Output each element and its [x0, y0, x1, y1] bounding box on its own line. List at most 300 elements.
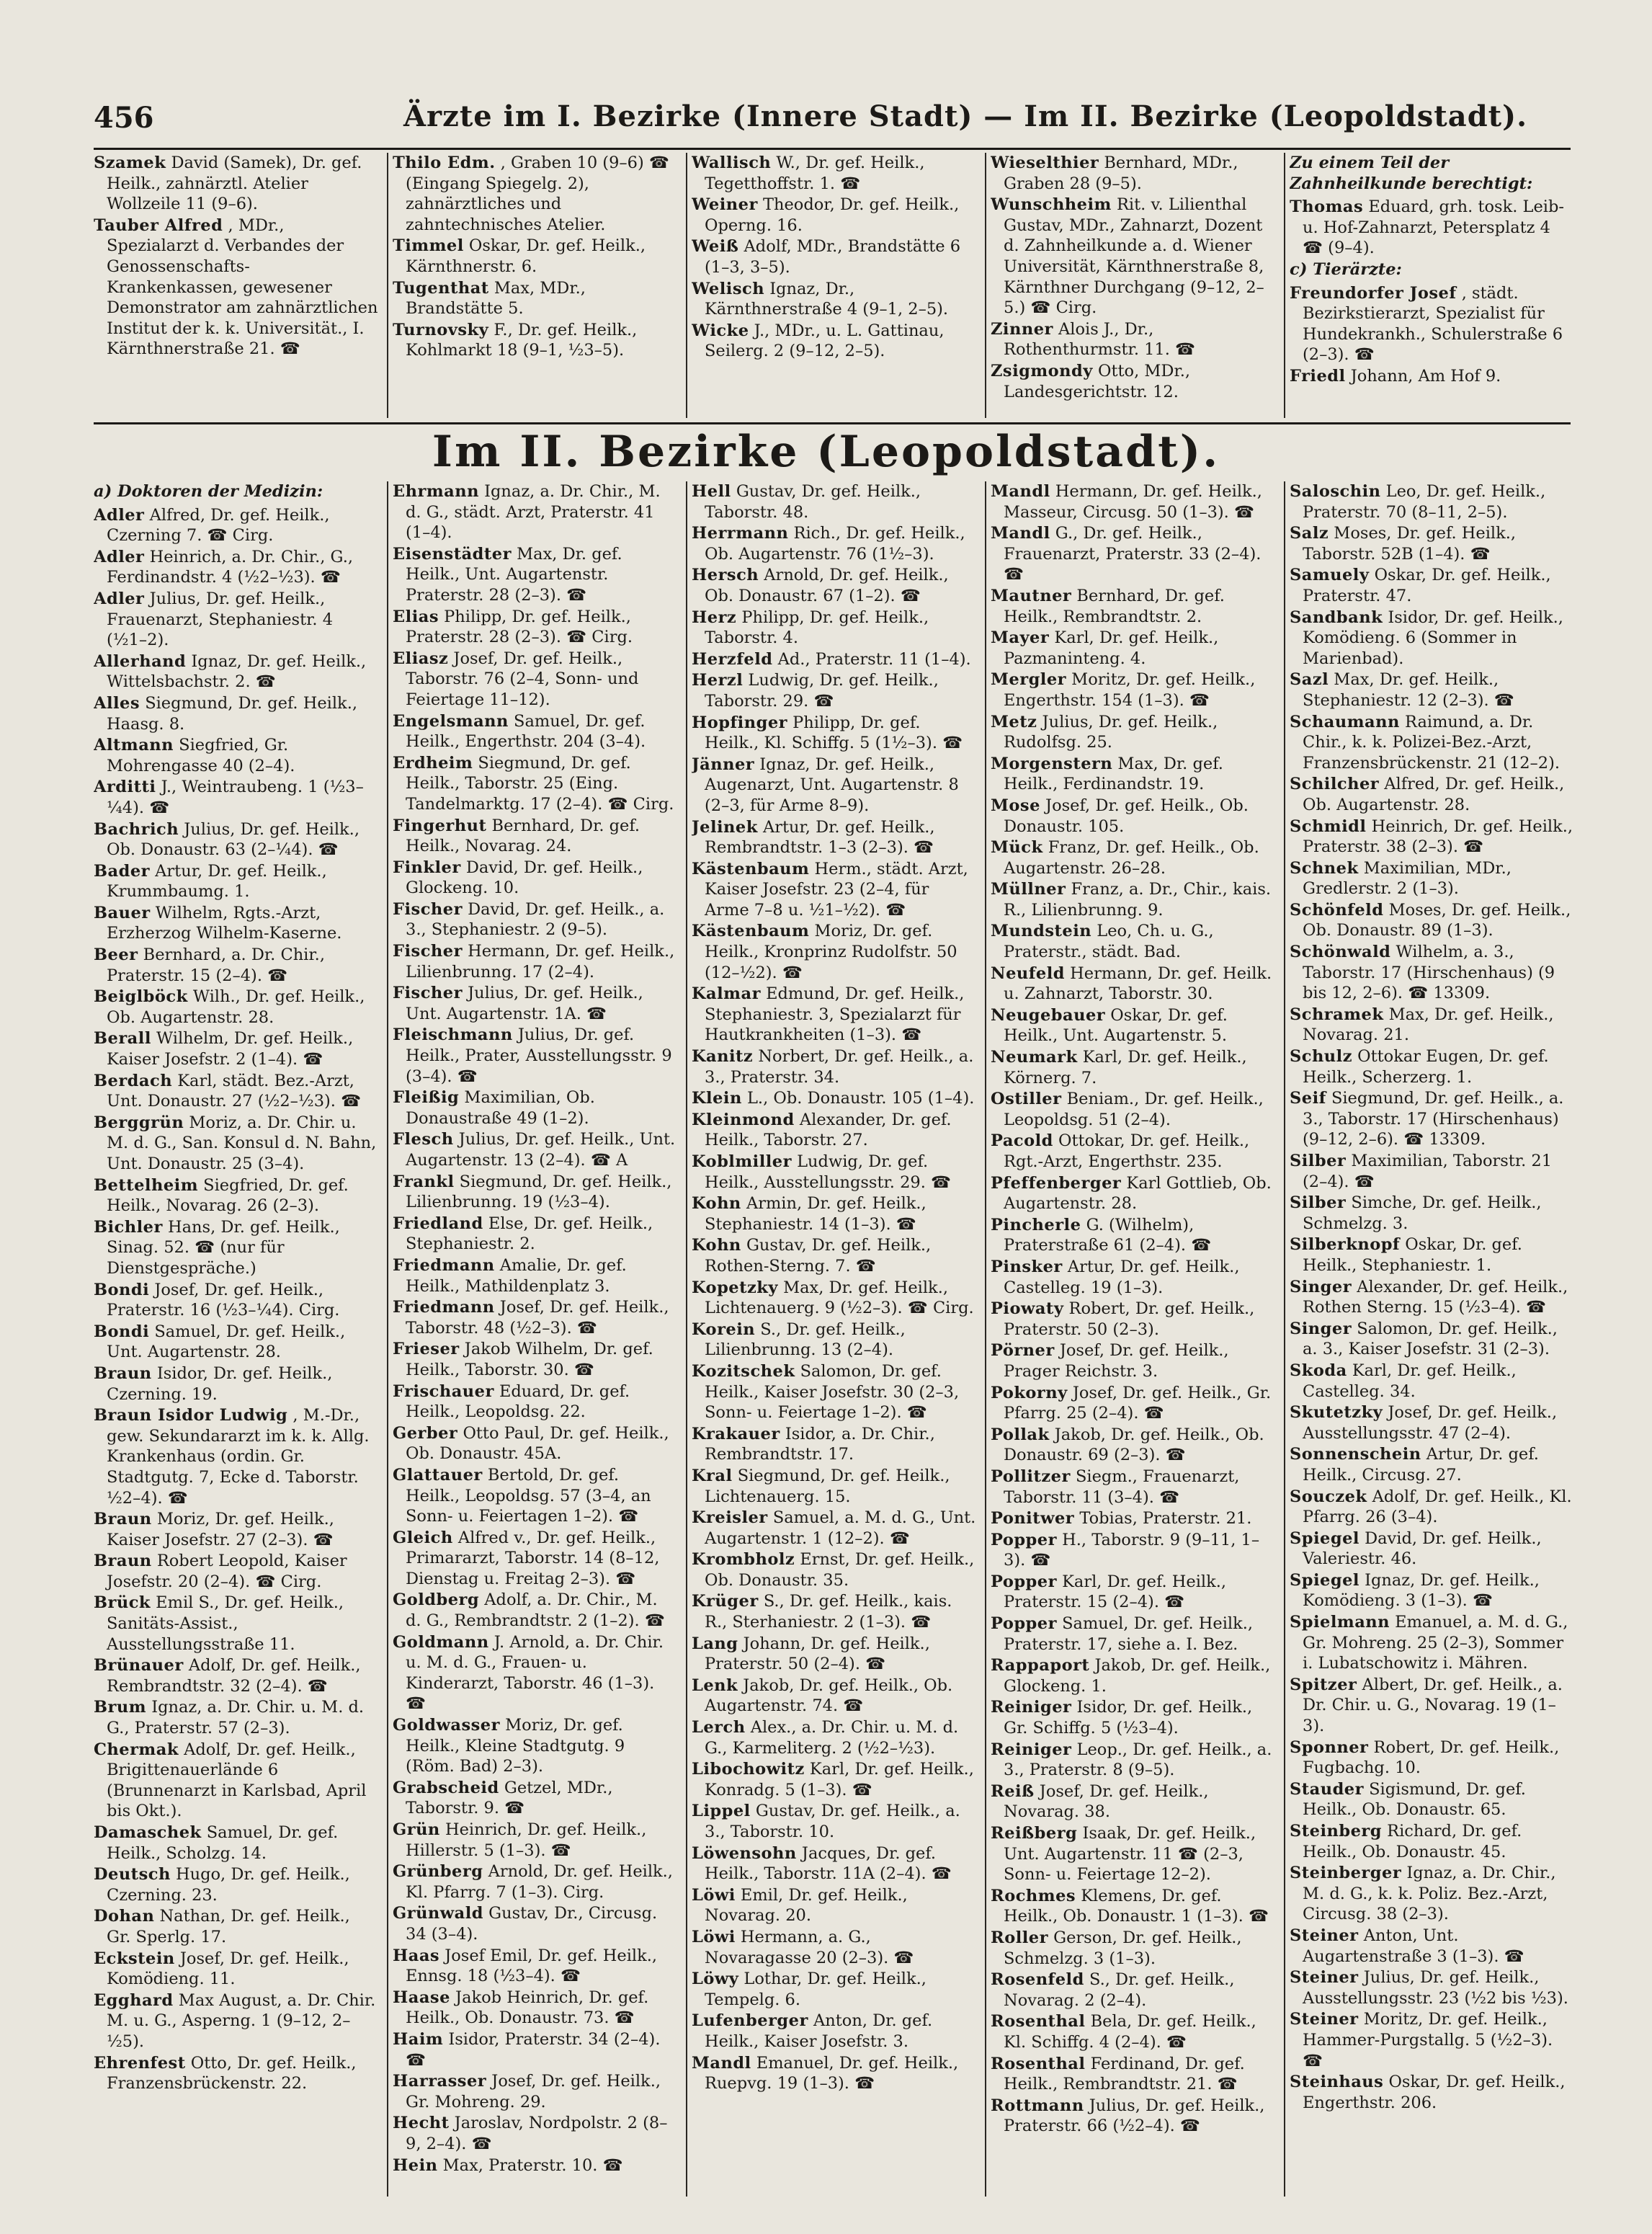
directory-entry	[991, 1530, 1275, 1571]
entry-name: Lang	[692, 1634, 738, 1653]
entry-name: Kalmar	[692, 984, 761, 1004]
entry-name: Popper	[991, 1614, 1057, 1634]
entry-name: Braun Isidor Ludwig	[94, 1406, 288, 1425]
directory-entry	[393, 236, 677, 277]
directory-entry	[393, 899, 677, 940]
entry-details: Hermann, Dr. gef. Heilk., Lilienbrunng. 17 (2–4).	[406, 942, 675, 982]
entry-name: Spitzer	[1290, 1675, 1357, 1694]
entry-name: Brünauer	[94, 1656, 184, 1676]
entry-name: Pincherle	[991, 1215, 1081, 1234]
directory-entry	[692, 565, 976, 606]
entry-name: Rottmann	[991, 2096, 1084, 2115]
directory-entry	[991, 964, 1275, 1005]
entry-details: Max, MDr., Brandstätte 5.	[406, 278, 586, 319]
entry-name: Kleinmond	[692, 1110, 795, 1129]
directory-entry	[393, 1778, 677, 1819]
directory-entry	[393, 607, 677, 648]
directory-entry	[94, 1864, 378, 1905]
entry-details: Jakob, Dr. gef. Heilk., Ob. Donaustr. 69 (2–3). ☎	[1004, 1425, 1264, 1465]
directory-entry	[94, 1280, 378, 1321]
entry-details: David (Samek), Dr. gef. Heilk., zahnärztl. Atelier Wollzeile 11 (9–6).	[107, 153, 362, 214]
entry-name: Skoda	[1290, 1361, 1347, 1380]
entry-details: Max, Dr. gef. Heilk., Stephaniestr. 12 (2–3). ☎	[1303, 670, 1514, 710]
entry-details: Karl Gottlieb, Ob. Augartenstr. 28.	[1004, 1173, 1272, 1214]
entry-details: Josef, Dr. gef. Heilk., Ob. Donaustr. 105.	[1004, 796, 1249, 836]
entry-name: Spiegel	[1290, 1528, 1359, 1548]
entry-name: Wicke	[692, 321, 749, 340]
directory-entry	[94, 693, 378, 734]
directory-entry	[94, 1363, 378, 1405]
directory-entry	[692, 1361, 976, 1423]
entry-name: Krakauer	[692, 1424, 780, 1443]
entry-name: Haim	[393, 2029, 444, 2049]
entry-name: Kral	[692, 1466, 733, 1485]
entry-name: Herz	[692, 608, 737, 627]
entry-name: Koblmiller	[692, 1152, 792, 1171]
directory-entry	[393, 816, 677, 857]
entry-name: Weiß	[692, 237, 739, 257]
directory-entry	[991, 1970, 1275, 2011]
entry-name: Mandl	[991, 524, 1050, 543]
directory-entry	[393, 1214, 677, 1255]
entry-details: Oskar, Dr. gef. Heilk., Engerthstr. 206.	[1303, 2073, 1566, 2112]
entry-details: H., Taborstr. 9 (9–11, 1–3). ☎	[1004, 1530, 1260, 1570]
entry-name: Allerhand	[94, 651, 187, 671]
entry-details: Karl, städt. Bez.-Arzt, Unt. Donaustr. 27 (½2–½3). ☎	[107, 1071, 362, 1111]
entry-details: Isidor, a. Dr. Chir., Rembrandtstr. 17.	[705, 1424, 935, 1464]
entry-name: Singer	[1290, 1277, 1352, 1296]
entry-name: Brück	[94, 1593, 151, 1613]
directory-entry	[393, 1528, 677, 1590]
directory-entry	[991, 837, 1275, 878]
directory-entry	[393, 1465, 677, 1527]
entry-name: Fischer	[393, 899, 463, 919]
entry-details: Bernhard, MDr., Graben 28 (9–5).	[1004, 153, 1238, 193]
entry-details: Oskar, Dr. gef. Heilk., Unt. Augartenstr. 5.	[1004, 1005, 1228, 1046]
directory-entry	[1290, 608, 1574, 669]
entry-name: Mautner	[991, 586, 1072, 605]
entry-details: Isidor, Praterstr. 34 (2–4). ☎	[406, 2029, 661, 2070]
directory-entry	[94, 903, 378, 944]
entry-details: Oskar, Dr. gef. Heilk., Praterstr. 47.	[1303, 566, 1551, 605]
entry-name: Sonnenschein	[1290, 1445, 1421, 1464]
directory-entry	[393, 1946, 677, 1987]
entry-name: Spiegel	[1290, 1570, 1359, 1590]
entry-name: Pörner	[991, 1341, 1055, 1361]
entry-details: Adolf, a. Dr. Chir., M. d. G., Rembrandtstr. 2 (1–2). ☎	[406, 1590, 665, 1631]
entry-details: Wilhelm, Dr. gef. Heilk., Kaiser Josefstr. 2 (1–4). ☎	[107, 1029, 354, 1069]
entry-details: Robert Leopold, Kaiser Josefstr. 20 (2–4). ☎ Cirg.	[107, 1552, 347, 1591]
entry-name: Löwensohn	[692, 1843, 797, 1863]
entry-name: Krombholz	[692, 1550, 795, 1570]
entry-details: Siegm., Frauenarzt, Taborstr. 11 (3–4). ☎	[1004, 1467, 1240, 1507]
directory-entry	[991, 1614, 1275, 1655]
entry-name: Piowaty	[991, 1299, 1064, 1319]
directory-entry	[692, 1927, 976, 1968]
entry-details: Max, Dr. gef. Heilk., Novarag. 21.	[1303, 1005, 1554, 1045]
entry-name: Lufenberger	[692, 2011, 808, 2031]
directory-entry	[1290, 1612, 1574, 1674]
entry-details: Eduard, Dr. gef. Heilk., Leopoldsg. 22.	[406, 1381, 630, 1422]
entry-details: Julius, Dr. gef. Heilk., Ausstellungsstr. 23 (½2 bis ½3).	[1303, 1968, 1568, 2008]
directory-entry	[991, 1508, 1275, 1529]
entry-details: Beniam., Dr. gef. Heilk., Leopoldsg. 51 (2–4).	[1004, 1090, 1264, 1129]
entry-details: Adolf, Dr. gef. Heilk., Brigittenauerlände 6 (Brunnenarzt in Karlsbad, April bis Okt.).	[107, 1740, 367, 1821]
directory-entry	[692, 1634, 976, 1675]
entry-name: Kopetzky	[692, 1278, 778, 1297]
entry-name: Lerch	[692, 1718, 746, 1737]
entry-name: Adler	[94, 505, 145, 525]
entry-name: Pfeffenberger	[991, 1173, 1122, 1193]
directory-entry	[1290, 1737, 1574, 1779]
directory-entry	[94, 777, 378, 818]
entry-details: Adolf, Dr. gef. Heilk., Rembrandtstr. 32 (2–4). ☎	[107, 1656, 361, 1696]
entry-name: Ponitwer	[991, 1509, 1075, 1528]
directory-entry	[393, 1715, 677, 1777]
entry-details: Alfred v., Dr. gef. Heilk., Primararzt, Taborstr. 14 (8–12, Dienstag u. Freitag 2–3). ☎	[406, 1528, 660, 1588]
entry-name: Fleischmann	[393, 1025, 513, 1045]
entry-name: Hell	[692, 482, 731, 501]
directory-entry	[991, 1467, 1275, 1508]
directory-entry	[1290, 1005, 1574, 1046]
directory-entry	[1290, 2072, 1574, 2113]
entry-name: Dohan	[94, 1907, 155, 1926]
entry-name: Kozitschek	[692, 1361, 795, 1381]
entry-details: Alfred, Dr. gef. Heilk., Ob. Augartenstr. 28.	[1303, 775, 1565, 814]
directory-entry	[94, 153, 378, 215]
entry-details: Wilhelm, a. 3., Taborstr. 17 (Hirschenhaus) (9 bis 12, 2–6). ☎ 13309.	[1303, 943, 1555, 1003]
entry-details: Josef, Dr. gef. Heilk., Novarag. 38.	[1004, 1781, 1209, 1822]
directory-entry	[692, 921, 976, 983]
directory-entry	[94, 1217, 378, 1279]
directory-entry	[94, 547, 378, 588]
entry-details: Josef, Dr. gef. Heilk., Taborstr. 48 (½2–3). ☎	[406, 1298, 669, 1338]
entry-details: Otto, MDr., Landesgerichtstr. 12.	[1004, 361, 1191, 401]
entry-name: Glattauer	[393, 1465, 483, 1485]
entry-name: Schönwald	[1290, 943, 1391, 962]
entry-name: Finkler	[393, 858, 461, 877]
subheading: a) Doktoren der Medizin:	[94, 482, 323, 501]
directory-entry	[991, 669, 1275, 711]
entry-name: Ehrenfest	[94, 2053, 186, 2073]
column-divider	[686, 153, 687, 418]
directory-entry	[1290, 1779, 1574, 1820]
entry-details: Philipp, Dr. gef. Heilk., Kl. Schiffg. 5 (1½–3). ☎	[705, 713, 963, 753]
entry-details: G., Dr. gef. Heilk., Frauenarzt, Praterstr. 33 (2–4). ☎	[1004, 524, 1262, 584]
directory-entry	[991, 1089, 1275, 1130]
entry-details: Leo, Ch. u. G., Praterstr., städt. Bad.	[1004, 922, 1214, 962]
directory-entry	[692, 1843, 976, 1884]
entry-name: Haas	[393, 1946, 440, 1965]
entry-details: , M.-Dr., gew. Sekundararzt im k. k. Allg. Krankenhaus (ordin. Gr. Stadtgutg. 7, Ecke d. Taborstr. ½2–4). ☎	[107, 1406, 370, 1508]
entry-details: Samuel, Dr. gef. Heilk., Engerthstr. 204 (3–4).	[406, 711, 646, 752]
entry-name: Ostiller	[991, 1090, 1062, 1109]
entry-details: Siegmund, Dr. gef. Heilk., Lilienbrunng. 19 (½3–4).	[406, 1172, 672, 1212]
directory-entry	[94, 987, 378, 1028]
entry-name: Friedmann	[393, 1298, 495, 1317]
entry-details: Bernhard, Dr. gef. Heilk., Rembrandtstr. 2.	[1004, 586, 1225, 626]
entry-name: Frieser	[393, 1340, 460, 1359]
entry-details: Julius, Dr. gef. Heilk., Unt. Augartenstr. 1A. ☎	[406, 984, 643, 1023]
entry-details: Franz, a. Dr., Chir., kais. R., Lilienbrunng. 9.	[1004, 880, 1272, 920]
directory-entry	[393, 1903, 677, 1944]
entry-name: Lenk	[692, 1676, 738, 1695]
entry-name: Bichler	[94, 1217, 163, 1237]
entry-details: Ignaz, Dr., Kärnthnerstraße 4 (9–1, 2–5).	[705, 279, 949, 319]
entry-details: Anton, Dr. gef. Heilk., Kaiser Josefstr. 3.	[705, 2011, 933, 2051]
entry-details: Ignaz, Dr. gef. Heilk., Augenarzt, Unt. Augartenstr. 8 (2–3, für Arme 8–9).	[705, 755, 959, 815]
directory-entry	[692, 1717, 976, 1758]
directory-entry	[1290, 1821, 1574, 1862]
directory-entry	[991, 1383, 1275, 1424]
entry-name: Korein	[692, 1320, 756, 1339]
directory-entry	[991, 586, 1275, 627]
directory-entry	[692, 859, 976, 921]
entry-details: Norbert, Dr. gef. Heilk., a. 3., Praterstr. 34.	[705, 1047, 974, 1087]
entry-details: Siegmund, Dr. gef. Heilk., Taborstr. 25 (Eing. Tandelmarktg. 17 (2–4). ☎ Cirg.	[406, 753, 674, 814]
entry-details: Oskar, Dr. gef. Heilk., Kärnthnerstr. 6.	[406, 236, 646, 276]
directory-entry	[1290, 1088, 1574, 1150]
entry-details: Siegmund, Dr. gef. Heilk., Haasg. 8.	[107, 693, 357, 734]
entry-details: Johann, Am Hof 9.	[1345, 366, 1501, 386]
entry-name: Hopfinger	[692, 713, 787, 732]
directory-entry	[692, 817, 976, 858]
entry-name: Mergler	[991, 670, 1067, 690]
directory-entry	[94, 735, 378, 776]
directory-entry	[1290, 1277, 1574, 1318]
directory-entry	[692, 670, 976, 711]
directory-entry	[692, 1110, 976, 1151]
entry-details: Bela, Dr. gef. Heilk., Kl. Schiffg. 4 (2–4). ☎	[1004, 2012, 1256, 2052]
entry-name: Rosenfeld	[991, 1970, 1084, 1990]
directory-entry	[1290, 1528, 1574, 1570]
entry-name: Bondi	[94, 1280, 150, 1299]
directory-entry	[692, 1320, 976, 1361]
entry-name: Saloschin	[1290, 482, 1381, 501]
entry-details: Alex., a. Dr. Chir. u. M. d. G., Karmeliterg. 2 (½2–½3).	[705, 1718, 959, 1758]
entry-name: Mandl	[991, 482, 1050, 501]
entry-name: Engelsmann	[393, 711, 509, 731]
entry-name: Wieselthier	[991, 153, 1099, 172]
entry-name: Friedmann	[393, 1255, 495, 1275]
header-rule	[94, 148, 1571, 150]
entry-name: Klein	[692, 1089, 742, 1108]
entry-name: Beer	[94, 945, 138, 965]
column-divider	[985, 153, 986, 418]
entry-name: Silberknopf	[1290, 1235, 1401, 1255]
entry-name: Kohn	[692, 1194, 741, 1214]
directory-entry	[991, 2011, 1275, 2052]
entry-details: Salomon, Dr. gef. Heilk., a. 3., Kaiser Josefstr. 31 (2–3).	[1303, 1319, 1558, 1359]
entry-details: Richard, Dr. gef. Heilk., Ob. Donaustr. 45.	[1303, 1822, 1522, 1861]
directory-entry	[991, 361, 1275, 402]
entry-details: Eduard, grh. tosk. Leib- u. Hof-Zahnarzt, Petersplatz 4 ☎ (9–4).	[1303, 197, 1565, 258]
top-columns-col-1	[94, 153, 378, 418]
entry-details: Ludwig, Dr. gef. Heilk., Taborstr. 29. ☎	[705, 671, 939, 711]
directory-entry	[991, 1425, 1275, 1466]
entry-name: Berdach	[94, 1071, 173, 1090]
directory-entry	[393, 481, 677, 543]
directory-entry	[393, 1297, 677, 1338]
entry-details: Samuel, Dr. gef. Heilk., Unt. Augartenstr. 28.	[107, 1322, 346, 1362]
entry-name: Egghard	[94, 1990, 174, 2010]
entry-name: Lippel	[692, 1802, 751, 1821]
entry-name: Krüger	[692, 1592, 759, 1611]
directory-entry	[692, 523, 976, 564]
directory-entry	[1290, 1402, 1574, 1443]
entry-name: Kreisler	[692, 1508, 768, 1528]
directory-entry	[1290, 1926, 1574, 1967]
entry-name: Salz	[1290, 524, 1329, 543]
directory-entry	[692, 1424, 976, 1465]
directory-entry	[991, 1655, 1275, 1696]
directory-entry	[692, 1088, 976, 1109]
entry-details: David, Dr. gef. Heilk., a. 3., Stephaniestr. 2 (9–5).	[406, 899, 665, 940]
directory-entry	[692, 755, 976, 816]
entry-name: Schönfeld	[1290, 900, 1384, 920]
entry-details: F., Dr. gef. Heilk., Kohlmarkt 18 (9–1, ½3–5).	[406, 320, 638, 360]
directory-entry	[692, 1508, 976, 1549]
entry-name: Spielmann	[1290, 1613, 1390, 1632]
directory-entry	[991, 319, 1275, 360]
directory-entry	[692, 195, 976, 236]
directory-entry	[1290, 1361, 1574, 1402]
directory-entry	[991, 1257, 1275, 1298]
entry-name: Bondi	[94, 1322, 150, 1341]
entry-details: Artur, Dr. gef. Heilk., Circusg. 27.	[1303, 1445, 1539, 1485]
entry-name: Goldberg	[393, 1590, 480, 1610]
entry-name: Elias	[393, 607, 439, 626]
directory-entry	[393, 1255, 677, 1296]
entry-details: Isidor, Dr. gef. Heilk., Gr. Schiffg. 5 (½3–4).	[1004, 1698, 1253, 1738]
directory-entry	[692, 481, 976, 522]
entry-details: Lothar, Dr. gef. Heilk., Tempelg. 6.	[705, 1970, 927, 2009]
entry-details: Simche, Dr. gef. Heilk., Schmelzg. 3.	[1303, 1193, 1542, 1233]
entry-name: Jänner	[692, 755, 755, 774]
entry-details: Gustav, Dr. gef. Heilk., Taborstr. 48.	[705, 482, 921, 522]
entry-name: Berggrün	[94, 1113, 184, 1132]
directory-entry	[1290, 523, 1574, 564]
directory-entry	[1290, 481, 1574, 522]
directory-entry	[94, 1655, 378, 1696]
entry-details: Adolf, Dr. gef. Heilk., Kl. Pfarrg. 26 (3–4).	[1303, 1487, 1572, 1527]
directory-entry	[1290, 816, 1574, 858]
entry-name: Sazl	[1290, 670, 1329, 690]
entry-details: Maximilian, MDr., Gredlerstr. 2 (1–3).	[1303, 858, 1512, 899]
entry-details: Heinrich, a. Dr. Chir., G., Ferdinandstr. 4 (½2–½3). ☎	[107, 547, 354, 587]
directory-entry	[94, 819, 378, 860]
entry-details: Isaak, Dr. gef. Heilk., Unt. Augartenstr. 11 ☎ (2–3, Sonn- u. Feiertage 12–2).	[1004, 1824, 1256, 1884]
entry-name: Weiner	[692, 195, 758, 215]
subheading: Zu einem Teil der Zahnheilkunde berechtigt:	[1290, 153, 1533, 193]
entry-details: Ernst, Dr. gef. Heilk., Ob. Donaustr. 35.	[705, 1550, 975, 1590]
entry-details: Josef, Dr. gef. Heilk., Gr. Mohreng. 29.	[406, 2072, 661, 2111]
entry-details: Wilhelm, Rgts.-Arzt, Erzherzog Wilhelm-Kaserne.	[107, 903, 342, 943]
entry-details: Siegmund, Dr. gef. Heilk., a. 3., Taborstr. 17 (Hirschenhaus) (9–12, 2–6). ☎ 13309.	[1303, 1089, 1564, 1149]
entry-name: Kästenbaum	[692, 922, 810, 941]
entry-details: J., Weintraubeng. 1 (½3–¼4). ☎	[107, 778, 364, 817]
entry-details: Artur, Dr. gef. Heilk., Krummbaumg. 1.	[107, 861, 327, 902]
entry-details: Oskar, Dr. gef. Heilk., Stephaniestr. 1.	[1303, 1235, 1522, 1275]
entry-name: Grün	[393, 1820, 440, 1839]
bottom-columns-col-5	[1290, 481, 1574, 2197]
entry-details: , Graben 10 (9–6) ☎ (Eingang Spiegelg. 2), zahnärztliches und zahntechnisches Atelier.	[406, 153, 669, 234]
entry-name: Wallisch	[692, 153, 772, 172]
entry-name: Mundstein	[991, 922, 1092, 941]
directory-entry	[94, 1405, 378, 1508]
entry-name: Schnek	[1290, 858, 1359, 878]
directory-entry	[1290, 1863, 1574, 1925]
directory-entry	[393, 1820, 677, 1861]
directory-entry	[94, 215, 378, 360]
entry-name: Schaumann	[1290, 712, 1400, 731]
subheading: c) Tierärzte:	[1290, 259, 1402, 279]
directory-entry	[94, 1113, 378, 1175]
entry-details: Moses, Dr. gef. Heilk., Ob. Donaustr. 89 (1–3).	[1303, 900, 1571, 940]
directory-entry	[1290, 900, 1574, 941]
directory-entry	[692, 1549, 976, 1590]
entry-details: S., Dr. gef. Heilk., Novarag. 2 (2–4).	[1004, 1970, 1235, 2010]
entry-name: Löwi	[692, 1927, 736, 1946]
entry-name: Fingerhut	[393, 816, 487, 835]
directory-entry	[94, 1990, 378, 2052]
directory-entry	[94, 945, 378, 986]
entry-name: Altmann	[94, 736, 174, 755]
entry-name: Bettelheim	[94, 1175, 199, 1195]
entry-details: Siegfried, Gr. Mohrengasse 40 (2–4).	[107, 736, 295, 775]
entry-details: Hermann, a. G., Novaragasse 20 (2–3). ☎	[705, 1927, 914, 1967]
entry-details: Salomon, Dr. gef. Heilk., Kaiser Josefstr. 30 (2–3, Sonn- u. Feiertage 1–2). ☎	[705, 1361, 960, 1423]
entry-details: Moses, Dr. gef. Heilk., Taborstr. 52B (1–4). ☎	[1303, 524, 1517, 564]
entry-details: Julius, Dr. gef. Heilk., Frauenarzt, Stephaniestr. 4 (½1–2).	[107, 589, 334, 650]
directory-entry	[1290, 283, 1574, 365]
entry-details: Josef Emil, Dr. gef. Heilk., Ennsg. 18 (½3–4). ☎	[406, 1946, 658, 1986]
directory-entry	[94, 1593, 378, 1655]
directory-entry	[393, 1988, 677, 2029]
directory-entry	[1290, 774, 1574, 815]
entry-name: Skutetzky	[1290, 1403, 1383, 1423]
entry-name: Seif	[1290, 1089, 1326, 1108]
entry-details: Else, Dr. gef. Heilk., Stephaniestr. 2.	[406, 1214, 653, 1254]
entry-details: Raimund, a. Dr. Chir., k. k. Polizei-Bez.-Arzt, Franzensbrückenstr. 21 (12–2).	[1303, 712, 1561, 773]
entry-details: Jakob Wilhelm, Dr. gef. Heilk., Taborstr. 30. ☎	[406, 1340, 653, 1379]
directory-entry	[393, 2029, 677, 2070]
entry-name: Rosenthal	[991, 2054, 1086, 2073]
entry-details: Samuel, Dr. gef. Heilk., Scholzg. 14.	[107, 1823, 339, 1863]
entry-name: Eliasz	[393, 649, 449, 668]
entry-name: Eckstein	[94, 1949, 175, 1968]
entry-details: David, Dr. gef. Heilk., Valeriestr. 46.	[1303, 1528, 1542, 1569]
directory-entry	[393, 711, 677, 752]
entry-details: W., Dr. gef. Heilk., Tegetthoffstr. 1. ☎	[705, 153, 925, 193]
entry-name: Bachrich	[94, 819, 179, 839]
directory-entry	[991, 1173, 1275, 1214]
entry-details: Siegmund, Dr. gef. Heilk., Lichtenauerg. 15.	[705, 1466, 950, 1506]
directory-entry	[692, 1801, 976, 1842]
entry-name: Grünberg	[393, 1862, 483, 1882]
entry-details: Alois J., Dr., Rothenthurmstr. 11. ☎	[1004, 319, 1196, 360]
directory-entry	[692, 1759, 976, 1800]
entry-details: Julius, Dr. gef. Heilk., Ob. Donaustr. 63 (2–¼4). ☎	[107, 819, 360, 860]
entry-name: Hecht	[393, 2114, 450, 2133]
entry-name: Steiner	[1290, 1968, 1359, 1988]
directory-entry	[991, 1740, 1275, 1781]
entry-details: Jacques, Dr. gef. Heilk., Taborstr. 11A (2–4). ☎	[705, 1843, 952, 1884]
directory-entry	[692, 1278, 976, 1319]
directory-entry	[991, 1781, 1275, 1823]
directory-entry	[1290, 1319, 1574, 1360]
column-divider	[985, 481, 986, 2197]
